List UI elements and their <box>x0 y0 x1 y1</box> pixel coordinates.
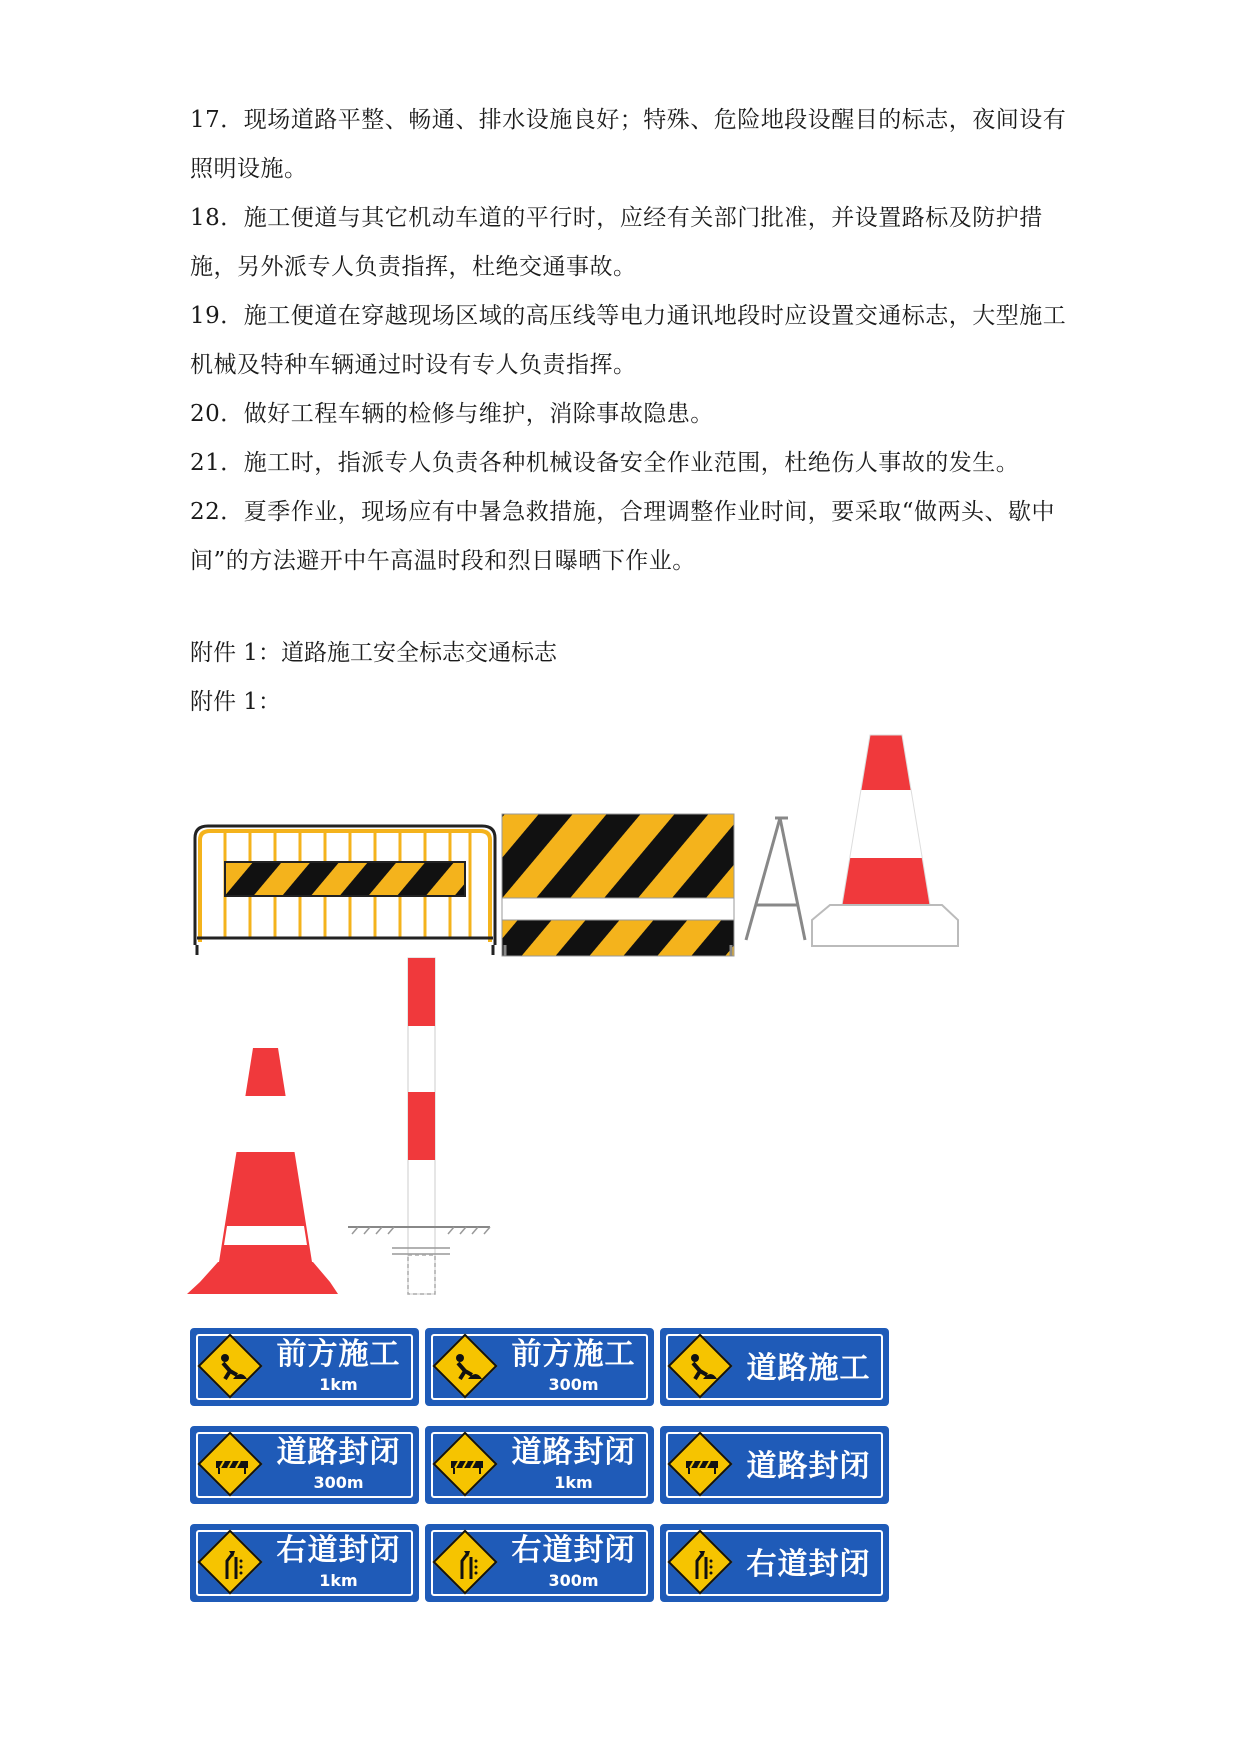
traffic-cone-large-icon <box>812 735 958 946</box>
sign-road-closed: 道路封闭 <box>660 1426 889 1504</box>
road-work-icon <box>673 1349 731 1389</box>
item-18: 18．施工便道与其它机动车道的平行时，应经有关部门批准，并设置路标及防护措施，另外派专人负责指挥，杜绝交通事故。 <box>190 205 1043 280</box>
striped-barricade-icon <box>502 814 734 956</box>
traffic-signs-grid <box>190 1328 894 1630</box>
road-closed-icon <box>203 1447 261 1487</box>
right-lane-closed-icon <box>438 1545 496 1585</box>
road-work-icon <box>203 1349 261 1389</box>
item-22: 22．夏季作业，现场应有中暑急救措施，合理调整作业时间，要采取“做两头、歇中间”的方法避开中午高温时段和烈日曝晒下作业。 <box>190 499 1056 574</box>
sign-road-work-ahead-300m: 前方施工 300m <box>425 1328 654 1406</box>
annex-label: 附件 1： <box>190 689 281 715</box>
sign-road-closed-1km: 道路封闭 1km <box>425 1426 654 1504</box>
delineator-post-icon <box>348 958 490 1294</box>
sign-road-work-ahead-1km: 前方施工 1km <box>190 1328 419 1406</box>
sign-right-lane-closed-300m: 右道封闭 300m <box>425 1524 654 1602</box>
a-frame-stand-icon <box>746 818 805 940</box>
sign-right-lane-closed: 右道封闭 <box>660 1524 889 1602</box>
item-20: 20．做好工程车辆的检修与维护，消除事故隐患。 <box>190 401 714 427</box>
sign-road-closed-300m: 道路封闭 300m <box>190 1426 419 1504</box>
right-lane-closed-icon <box>203 1545 261 1585</box>
item-19: 19．施工便道在穿越现场区域的高压线等电力通讯地段时应设置交通标志，大型施工机械及特种车辆通过时设有专人负责指挥。 <box>190 303 1067 378</box>
road-closed-icon <box>673 1447 731 1487</box>
fence-barrier-icon <box>195 826 495 955</box>
road-work-icon <box>438 1349 496 1389</box>
road-closed-icon <box>438 1447 496 1487</box>
annex-title: 附件 1：道路施工安全标志交通标志 <box>190 640 557 666</box>
traffic-cone-icon <box>187 1048 338 1294</box>
item-21: 21．施工时，指派专人负责各种机械设备安全作业范围，杜绝伤人事故的发生。 <box>190 450 1020 476</box>
sign-right-lane-closed-1km: 右道封闭 1km <box>190 1524 419 1602</box>
item-17: 17．现场道路平整、畅通、排水设施良好；特殊、危险地段设醒目的标志，夜间设有照明设施。 <box>190 107 1067 182</box>
sign-road-work: 道路施工 <box>660 1328 889 1406</box>
right-lane-closed-icon <box>673 1545 731 1585</box>
